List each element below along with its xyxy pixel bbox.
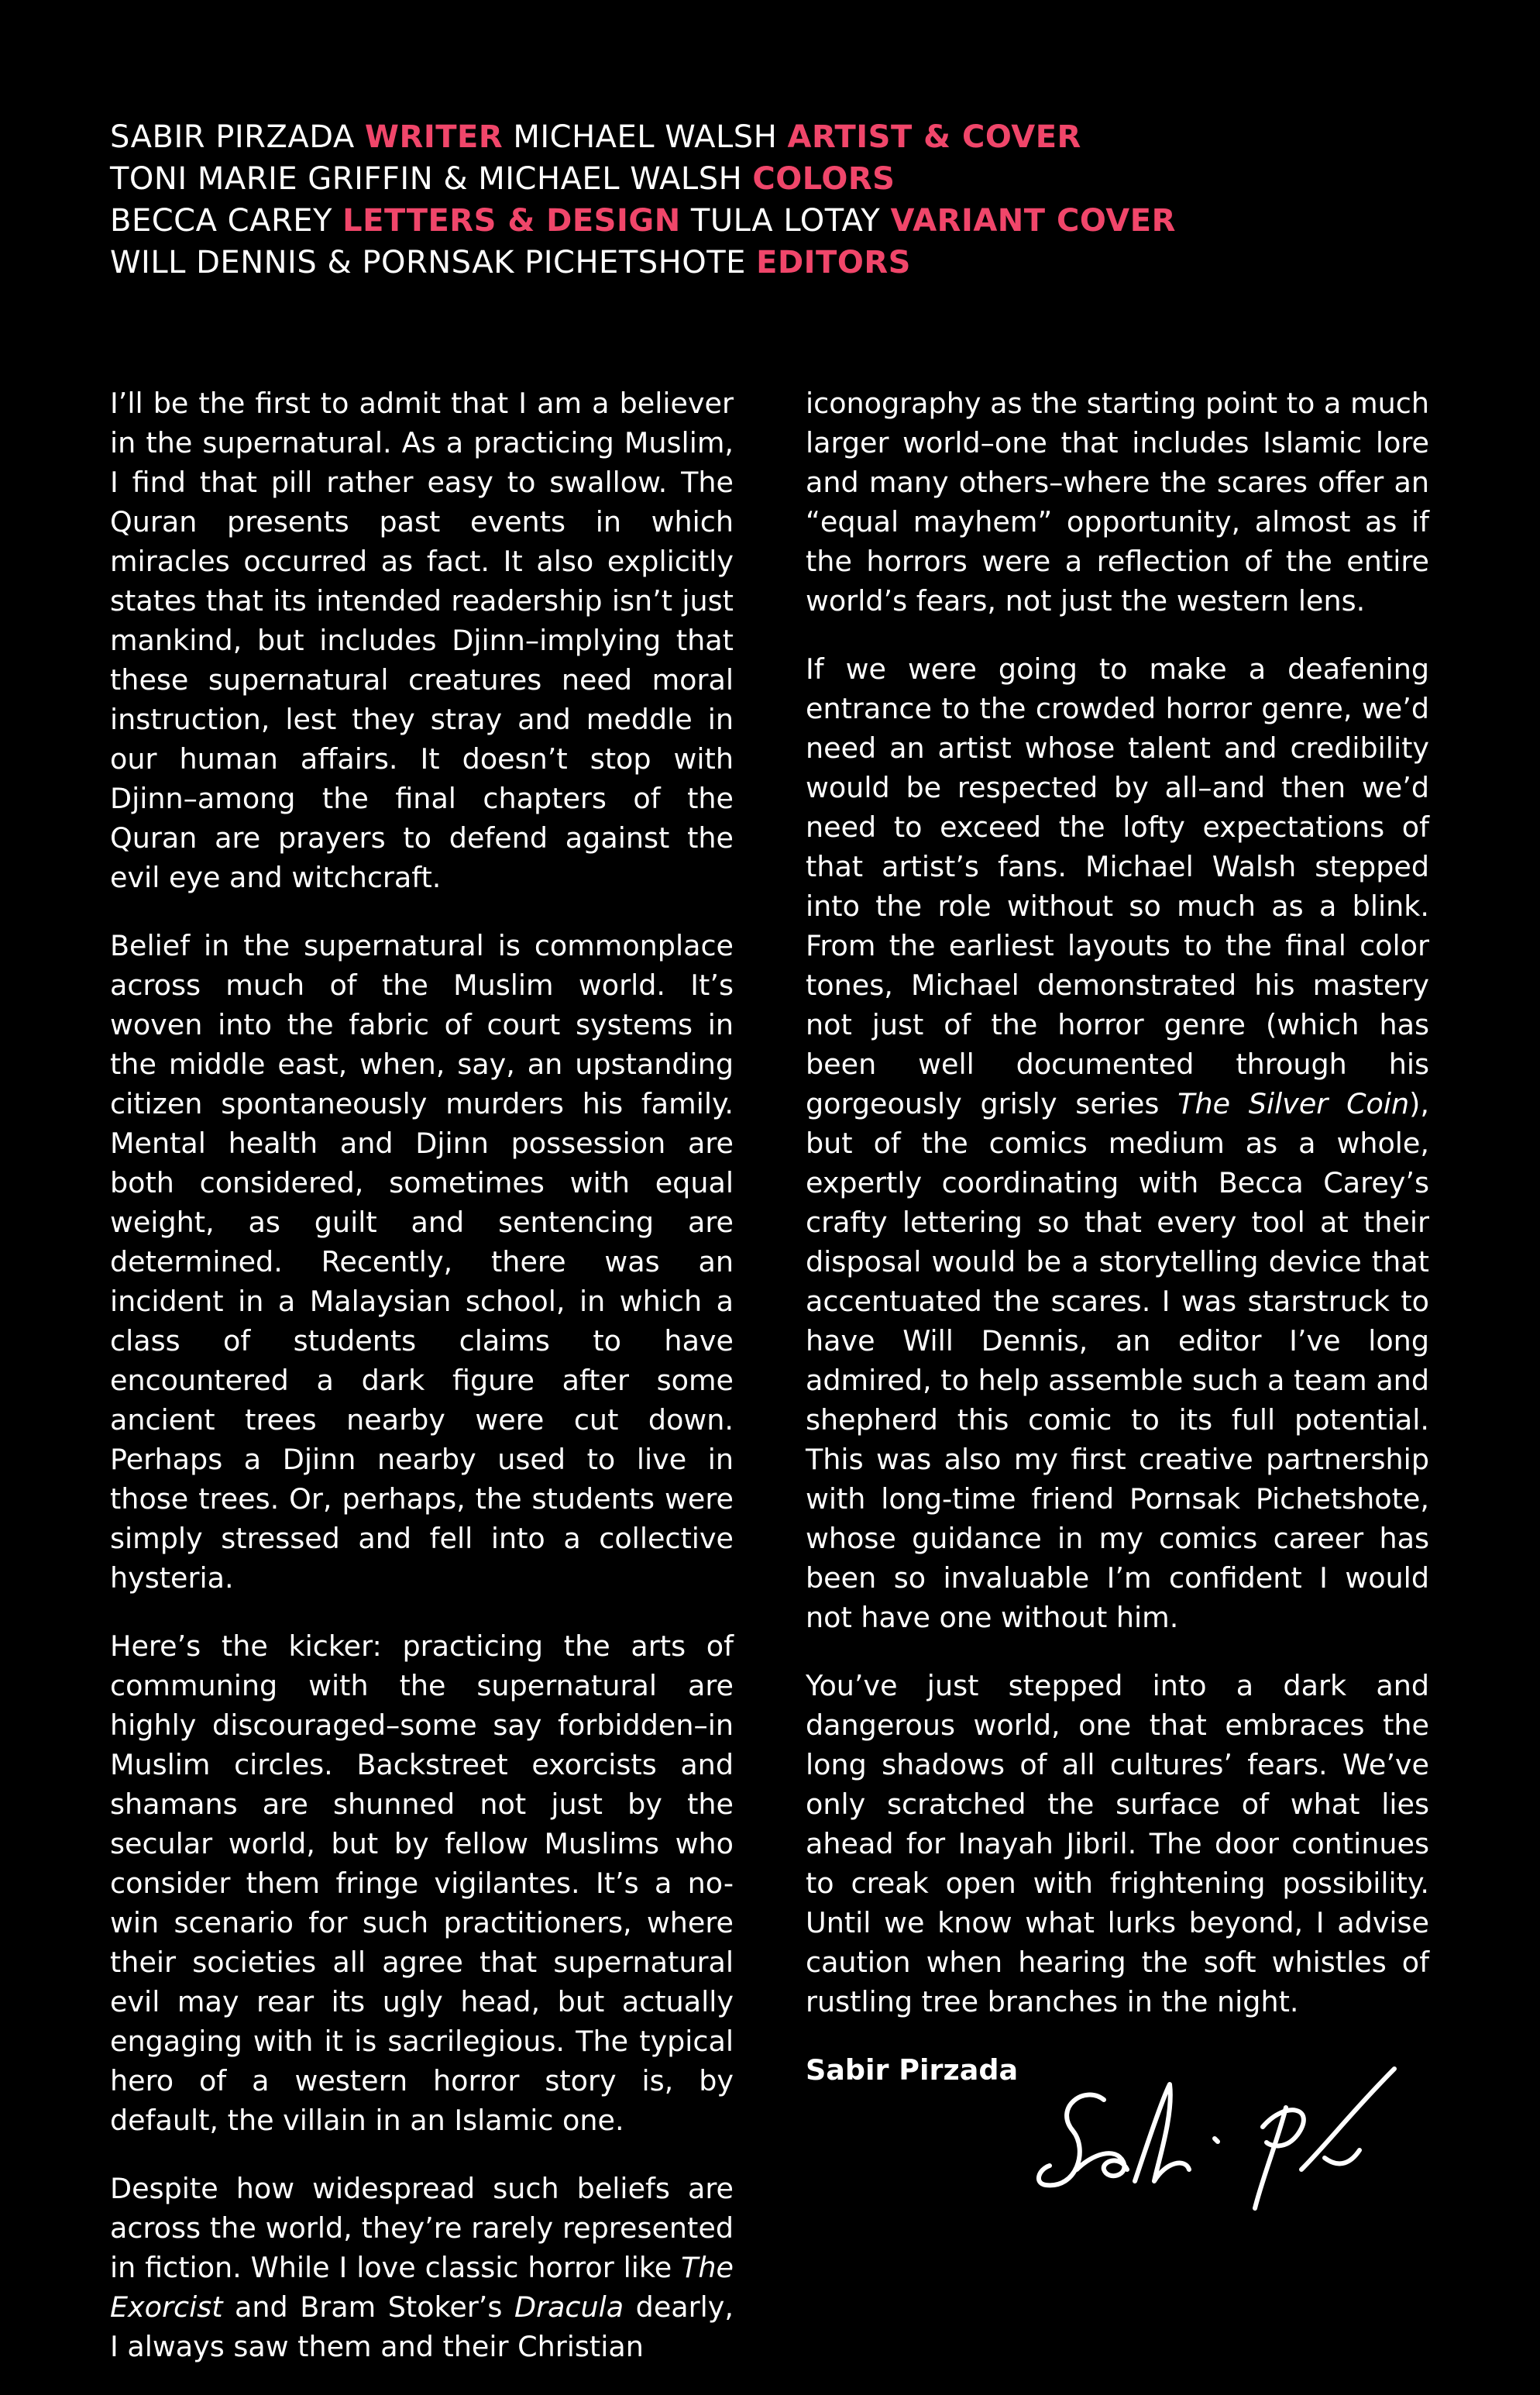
credits-block — [110, 116, 1466, 284]
paragraph — [110, 2169, 734, 2366]
credit-line — [110, 200, 1466, 242]
paragraph-text: I’ll be the first to admit that I am a believer in the supernatural. As a practicing Muslim, I find that pill rather easy to swallow. The Quran presents past events in which miracles occurred as fact. It also explicitly states that its intended readership isn’t just mankind, but includes Djinn–implying that these supernatural creatures need moral instruction, lest they stray and meddle in our human affairs. It doesn’t stop with Djinn–among the final chapters of the Quran are prayers to defend against the evil eye and witchcraft. — [110, 387, 734, 894]
paragraph — [806, 1666, 1429, 2022]
credit-role: ARTIST & COVER — [787, 119, 1081, 155]
credit-role: COLORS — [752, 161, 895, 197]
credit-role: EDITORS — [756, 245, 911, 280]
left-column — [110, 384, 734, 2395]
credit-role: LETTERS & DESIGN — [342, 203, 681, 239]
signature-icon — [1030, 2053, 1418, 2224]
right-column — [806, 384, 1429, 2118]
credit-name: WILL DENNIS & PORNSAK PICHETSHOTE — [110, 245, 757, 280]
paragraph-text: Despite how widespread such beliefs are across the world, they’re rarely represented in fiction. While I love classic horror like — [110, 2172, 734, 2284]
paragraph — [110, 384, 734, 897]
credit-name: BECCA CAREY — [110, 203, 343, 239]
paragraph-text: ), but of the comics medium as a whole, expertly coordinating with Becca Carey’s crafty lettering so that every tool at their disposal would be a storytelling device that accentuated the scares. I was starstruck to have Will Dennis, an editor I’ve long admired, to help assemble such a team and shepherd this comic to its full potential. This was also my first creative partnership with long-time friend Pornsak Pichetshote, whose guidance in my comics career has been so invaluable I’m confident I would not have one without him. — [806, 1087, 1430, 1634]
credit-name: MICHAEL WALSH — [503, 119, 788, 155]
paragraph-text: Here’s the kicker: practicing the arts of communing with the supernatural are highly discouraged–some say forbidden–in Muslim circles. Backstreet exorcists and shamans are shunned not just by the secular world, but by fellow Muslims who consider them fringe vigilantes. It’s a no-win scenario for such practitioners, where their societies all agree that supernatural evil may rear its ugly head, but actually engaging with it is sacrilegious. The typical hero of a western horror story is, by default, the villain in an Islamic one. — [110, 1629, 734, 2137]
paragraph — [110, 926, 734, 1598]
credit-line — [110, 242, 1466, 284]
paragraph — [110, 1626, 734, 2140]
credit-name: TULA LOTAY — [680, 203, 891, 239]
credit-line — [110, 116, 1466, 158]
italic-title: Dracula — [514, 2290, 624, 2324]
credit-role: WRITER — [364, 119, 504, 155]
italic-title: The Silver Coin — [1177, 1087, 1410, 1120]
paragraph-text: If we were going to make a deafening entrance to the crowded horror genre, we’d need an artist whose talent and credibility would be respected by all–and then we’d need to exceed the lofty expectations of that artist’s fans. Michael Walsh stepped into the role without so much as a blink. From the earliest layouts to the final color tones, Michael demonstrated his mastery not just of the horror genre (which has been well documented through his gorgeously grisly series — [806, 652, 1429, 1120]
paragraph-text: iconography as the starting point to a much larger world–one that includes Islamic lore and many others–where the scares offer an “equal mayhem” opportunity, almost as if the horrors were a reflection of the entire world’s fears, not just the western lens. — [806, 387, 1429, 618]
credit-name: TONI MARIE GRIFFIN & MICHAEL WALSH — [110, 161, 753, 197]
paragraph-text: You’ve just stepped into a dark and dangerous world, one that embraces the long shadows of all cultures’ fears. We’ve only scratched the surface of what lies ahead for Inayah Jibril. The door continues to creak open with frightening possibility. Until we know what lurks beyond, I advise caution when hearing the soft whistles of rustling tree branches in the night. — [806, 1669, 1429, 2018]
paragraph-text: dearly, I always saw them and their Christian — [110, 2290, 734, 2363]
credit-name: SABIR PIRZADA — [110, 119, 365, 155]
paragraph-text: Belief in the supernatural is commonplace across much of the Muslim world. It’s woven into the fabric of court systems in the middle east, when, say, an upstanding citizen spontaneously murders his family. Mental health and Djinn possession are both considered, sometimes with equal weight, as guilt and sentencing are determined. Recently, there was an incident in a Malaysian school, in which a class of students claims to have encountered a dark figure after some ancient trees nearby were cut down. Perhaps a Djinn nearby used to live in those trees. Or, perhaps, the students were simply stressed and fell into a collective hysteria. — [110, 929, 734, 1595]
paragraph — [806, 384, 1429, 621]
author-signoff: Sabir Pirzada — [806, 2053, 1019, 2087]
paragraph — [806, 649, 1429, 1637]
credit-line — [110, 158, 1466, 200]
paragraph-text: and Bram Stoker’s — [222, 2290, 514, 2324]
credit-role: VARIANT COVER — [890, 203, 1176, 239]
italic-title: The Exorcist — [110, 2251, 734, 2324]
